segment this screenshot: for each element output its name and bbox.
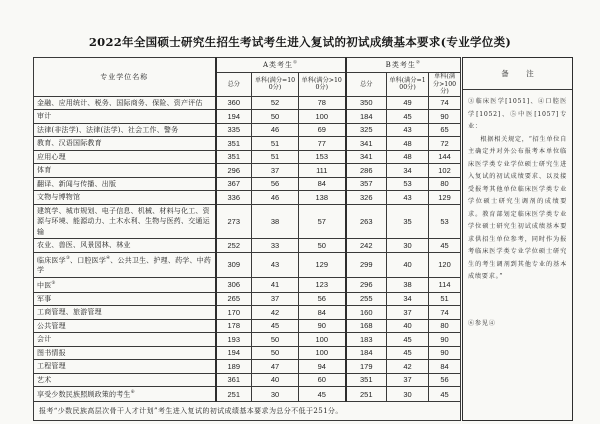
score-cell: 263 — [346, 204, 387, 239]
score-cell: 351 — [216, 137, 252, 151]
score-cell: 42 — [252, 306, 299, 320]
score-cell: 84 — [299, 306, 346, 320]
category-cell: 享受少数民族照顾政策的考生⑥ — [34, 387, 216, 402]
table-row — [34, 239, 461, 253]
remark-paragraph: 根据相关规定，“招生单位自主确定并对外公布报考本单位临床医学类专业学位硕士研究生进入复试的初试成绩要求、以及接受报考其他单位临床医学类专业学位硕士研究生调剂的成绩要求。教育部划定临床医学类专业学位硕士研究生初试成绩基本要求供招生单位参考，同时作为报考临床医学类专业学位硕士研究生的考生调剂到其他专业的基本成绩要求。” — [468, 135, 568, 280]
score-cell: 34 — [387, 292, 429, 306]
score-cell: 273 — [216, 204, 252, 239]
score-cell: 80 — [429, 177, 461, 191]
score-cell: 336 — [216, 191, 252, 205]
subheader-singleover100-a: 单科(满分>100分) — [299, 73, 346, 97]
score-cell: 138 — [299, 191, 346, 205]
category-cell: 会计 — [34, 333, 216, 347]
score-cell: 90 — [429, 110, 461, 124]
group-a-label: A类考生 — [262, 61, 294, 69]
score-cell: 299 — [346, 252, 387, 277]
score-cell: 49 — [387, 96, 429, 110]
score-cell: 183 — [346, 333, 387, 347]
group-a-header — [216, 58, 346, 73]
category-cell: 体育 — [34, 164, 216, 178]
score-cell: 129 — [299, 252, 346, 277]
score-cell: 56 — [299, 292, 346, 306]
table-row — [34, 191, 461, 205]
score-cell: 326 — [346, 191, 387, 205]
score-cell: 100 — [299, 346, 346, 360]
score-cell: 77 — [299, 137, 346, 151]
remark-footnote: ⑥参见④ — [468, 319, 496, 327]
score-cell: 100 — [299, 110, 346, 124]
score-cell: 50 — [252, 346, 299, 360]
score-cell: 30 — [387, 239, 429, 253]
table-row — [34, 252, 461, 277]
remark-heading: ③临床医学[1051]、④口腔医学[1052]、⑤中医[1057]专业： — [468, 98, 568, 130]
score-cell: 84 — [429, 360, 461, 374]
score-cell: 360 — [216, 96, 252, 110]
score-cell: 50 — [252, 110, 299, 124]
page-title: 2022年全国硕士研究生招生考试考生进入复试的初试成绩基本要求(专业学位类) — [88, 35, 512, 49]
score-cell: 111 — [299, 164, 346, 178]
score-cell: 45 — [387, 110, 429, 124]
score-cell: 45 — [387, 333, 429, 347]
score-cell: 286 — [346, 164, 387, 178]
score-cell: 361 — [216, 373, 252, 387]
score-cell: 94 — [299, 360, 346, 374]
score-cell: 52 — [252, 96, 299, 110]
score-cell: 30 — [387, 387, 429, 402]
category-cell: 中医⑤ — [34, 277, 216, 292]
score-cell: 50 — [252, 333, 299, 347]
score-cell: 367 — [216, 177, 252, 191]
table-row — [34, 360, 461, 374]
score-cell: 193 — [216, 333, 252, 347]
category-cell: 文物与博物馆 — [34, 191, 216, 205]
score-cell: 46 — [252, 191, 299, 205]
score-cell: 45 — [252, 319, 299, 333]
score-cell: 114 — [429, 277, 461, 292]
table-row — [34, 137, 461, 151]
score-cell: 51 — [252, 137, 299, 151]
table-row — [34, 96, 461, 110]
score-table-wrapper — [33, 57, 573, 421]
category-cell: 应用心理 — [34, 150, 216, 164]
score-cell: 40 — [387, 319, 429, 333]
remark-content — [463, 90, 572, 420]
score-cell: 51 — [252, 150, 299, 164]
score-cell: 51 — [429, 292, 461, 306]
score-cell: 37 — [387, 373, 429, 387]
score-cell: 33 — [252, 239, 299, 253]
score-cell: 60 — [299, 373, 346, 387]
category-cell: 金融、应用统计、税务、国际商务、保险、资产评估 — [34, 96, 216, 110]
score-cell: 306 — [216, 277, 252, 292]
category-cell: 农业、兽医、风景园林、林业 — [34, 239, 216, 253]
score-cell: 129 — [429, 191, 461, 205]
score-cell: 40 — [387, 252, 429, 277]
score-cell: 45 — [387, 346, 429, 360]
score-cell: 160 — [346, 306, 387, 320]
score-cell: 38 — [252, 204, 299, 239]
score-cell: 78 — [299, 96, 346, 110]
score-cell: 37 — [387, 306, 429, 320]
category-cell: 艺术 — [34, 373, 216, 387]
table-body — [34, 96, 461, 401]
score-cell: 255 — [346, 292, 387, 306]
score-cell: 309 — [216, 252, 252, 277]
score-cell: 178 — [216, 319, 252, 333]
score-cell: 251 — [346, 387, 387, 402]
score-cell: 37 — [252, 292, 299, 306]
score-cell: 56 — [252, 177, 299, 191]
category-cell: 审计 — [34, 110, 216, 124]
score-cell: 72 — [429, 137, 461, 151]
group-b-label: B类考生 — [385, 61, 416, 69]
score-cell: 351 — [216, 150, 252, 164]
score-cell: 184 — [346, 346, 387, 360]
score-cell: 43 — [387, 123, 429, 137]
score-cell: 65 — [429, 123, 461, 137]
score-cell: 45 — [429, 239, 461, 253]
table-row — [34, 164, 461, 178]
score-cell: 341 — [346, 137, 387, 151]
category-cell: 法律(非法学)、法律(法学)、社会工作、警务 — [34, 123, 216, 137]
category-cell: 建筑学、城市规划、电子信息、机械、材料与化工、资源与环境、能源动力、土木水利、生物与医药、交通运输 — [34, 204, 216, 239]
category-cell: 工程管理 — [34, 360, 216, 374]
table-row — [34, 110, 461, 124]
score-cell: 120 — [429, 252, 461, 277]
score-cell: 48 — [387, 150, 429, 164]
remark-column — [462, 57, 573, 421]
category-header-cell: 专业学位名称 — [34, 58, 216, 97]
score-cell: 37 — [252, 164, 299, 178]
score-cell: 296 — [216, 164, 252, 178]
footer-note: 报考“少数民族高层次骨干人才计划”考生进入复试的初试成绩基本要求为总分不低于251分。 — [34, 401, 461, 420]
subheader-singleover100-b: 单科(满分>100分) — [429, 73, 461, 97]
score-cell: 74 — [429, 306, 461, 320]
category-cell: 工商管理、旅游管理 — [34, 306, 216, 320]
score-table — [33, 57, 461, 421]
score-cell: 351 — [346, 373, 387, 387]
score-cell: 40 — [252, 373, 299, 387]
score-cell: 43 — [387, 191, 429, 205]
score-cell: 57 — [299, 204, 346, 239]
score-cell: 46 — [252, 123, 299, 137]
table-row — [34, 306, 461, 320]
score-cell: 296 — [346, 277, 387, 292]
table-row — [34, 319, 461, 333]
score-cell: 34 — [387, 164, 429, 178]
score-cell: 56 — [429, 373, 461, 387]
subheader-single100-b: 单科(满分=100分) — [387, 73, 429, 97]
score-cell: 194 — [216, 346, 252, 360]
score-cell: 252 — [216, 239, 252, 253]
score-cell: 194 — [216, 110, 252, 124]
group-b-footnote-mark: ② — [415, 60, 421, 66]
score-cell: 335 — [216, 123, 252, 137]
subheader-total-b: 总分 — [346, 73, 387, 97]
score-cell: 251 — [216, 387, 252, 402]
score-cell: 53 — [387, 177, 429, 191]
table-row — [34, 277, 461, 292]
score-cell: 184 — [346, 110, 387, 124]
category-cell: 临床医学③、口腔医学④、公共卫生、护理、药学、中药学 — [34, 252, 216, 277]
score-cell: 350 — [346, 96, 387, 110]
score-cell: 30 — [252, 387, 299, 402]
score-cell: 53 — [429, 204, 461, 239]
table-row — [34, 177, 461, 191]
score-cell: 265 — [216, 292, 252, 306]
table-row — [34, 123, 461, 137]
category-cell: 翻译、新闻与传播、出版 — [34, 177, 216, 191]
score-cell: 43 — [252, 252, 299, 277]
score-cell: 50 — [299, 239, 346, 253]
table-row — [34, 373, 461, 387]
score-cell: 153 — [299, 150, 346, 164]
table-row — [34, 150, 461, 164]
category-cell: 军事 — [34, 292, 216, 306]
score-cell: 90 — [429, 346, 461, 360]
score-cell: 144 — [429, 150, 461, 164]
score-cell: 84 — [299, 177, 346, 191]
score-cell: 100 — [299, 333, 346, 347]
score-cell: 325 — [346, 123, 387, 137]
category-cell: 教育、汉语国际教育 — [34, 137, 216, 151]
score-cell: 341 — [346, 150, 387, 164]
table-row — [34, 346, 461, 360]
score-cell: 69 — [299, 123, 346, 137]
table-row — [34, 333, 461, 347]
score-cell: 45 — [299, 387, 346, 402]
score-cell: 45 — [429, 387, 461, 402]
score-cell: 90 — [429, 333, 461, 347]
score-cell: 47 — [252, 360, 299, 374]
score-cell: 74 — [429, 96, 461, 110]
score-cell: 123 — [299, 277, 346, 292]
score-cell: 102 — [429, 164, 461, 178]
score-cell: 41 — [252, 277, 299, 292]
score-cell: 357 — [346, 177, 387, 191]
score-cell: 168 — [346, 319, 387, 333]
group-b-header — [346, 58, 461, 73]
score-cell: 242 — [346, 239, 387, 253]
category-cell: 图书情报 — [34, 346, 216, 360]
table-row — [34, 204, 461, 239]
category-cell: 公共管理 — [34, 319, 216, 333]
remark-header: 备 注 — [463, 58, 572, 90]
score-cell: 35 — [387, 204, 429, 239]
score-cell: 48 — [387, 137, 429, 151]
score-cell: 170 — [216, 306, 252, 320]
group-a-footnote-mark: ① — [293, 60, 299, 66]
subheader-total-a: 总分 — [216, 73, 252, 97]
score-cell: 38 — [387, 277, 429, 292]
table-row — [34, 387, 461, 402]
subheader-single100-a: 单科(满分=100分) — [252, 73, 299, 97]
score-cell: 179 — [346, 360, 387, 374]
score-cell: 90 — [299, 319, 346, 333]
score-cell: 189 — [216, 360, 252, 374]
score-cell: 80 — [429, 319, 461, 333]
score-cell: 42 — [387, 360, 429, 374]
table-row — [34, 292, 461, 306]
